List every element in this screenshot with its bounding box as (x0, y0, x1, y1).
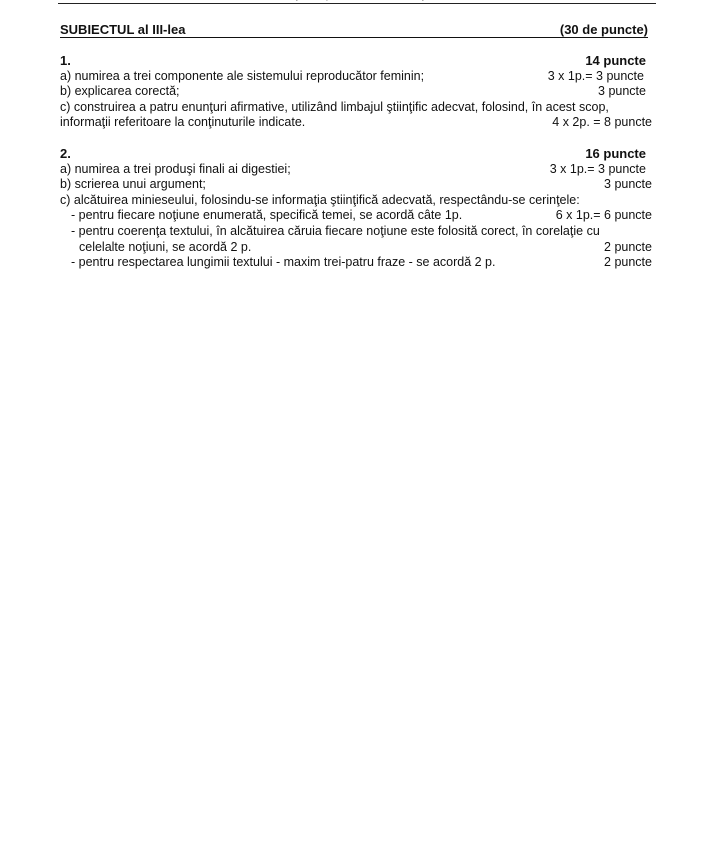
item2-c-sub3-points: 2 puncte (604, 255, 652, 270)
item2-c-text: c) alcătuirea minieseului, folosindu-se informaţia ştiinţifică adecvată, respectându-se cerinţele: (60, 192, 580, 207)
item1-b-row (60, 84, 652, 100)
subject-points: (30 de puncte) (559, 22, 648, 37)
item2-b-row (60, 177, 652, 193)
item2-c-sub2-text-2: celelalte noţiuni, se acordă 2 p. (79, 239, 252, 254)
item2-c-sub2-text-1: - pentru coerenţa textului, în alcătuirea căruia fiecare noţiune este folosită corect, în corelaţie cu (71, 223, 600, 238)
subject-title: SUBIECTUL al III-lea (60, 22, 186, 37)
item2-c-sub3-row (60, 255, 652, 271)
item1-b-points: 3 puncte (598, 84, 646, 99)
item1-c-text-2: informaţii referitoare la conţinuturile indicate. (60, 115, 306, 130)
item1-c-row-1 (60, 100, 652, 116)
item2-b-points: 3 puncte (604, 177, 652, 192)
item1-c-text-1: c) construirea a patru enunţuri afirmative, utilizând limbajul ştiinţific adecvat, folosind, în acest scop, (60, 99, 609, 114)
subject-heading (60, 22, 648, 38)
item1-a-row (60, 69, 652, 85)
item2-c-sub2-row-2 (60, 240, 652, 256)
item1-a-points: 3 x 1p.= 3 puncte (547, 68, 644, 83)
item2-number: 2. (60, 145, 71, 161)
document-body (60, 22, 652, 271)
header-divider (58, 3, 656, 4)
item1-a-text: a) numirea a trei componente ale sistemului reproducător feminin; (60, 68, 425, 83)
item1-number: 1. (60, 53, 71, 68)
item2-c-sub3-text: - pentru respectarea lungimii textului - maxim trei-patru fraze - se acordă 2 p. (71, 255, 496, 270)
item2-points: 16 puncte (585, 145, 646, 161)
item2-a-text: a) numirea a trei produşi finali ai digestiei; (60, 161, 291, 176)
item1-c-row-2 (60, 115, 652, 131)
item1-heading (60, 53, 646, 69)
item1-c-points: 4 x 2p. = 8 puncte (552, 115, 652, 130)
item2-a-points: 3 x 1p.= 3 puncte (549, 161, 646, 176)
item2-c-sub2-points: 2 puncte (604, 239, 652, 254)
item2-c-row (60, 193, 652, 209)
item2-c-sub2-row-1 (60, 224, 652, 240)
item2-a-row (60, 162, 652, 178)
item1-points: 14 puncte (585, 53, 646, 68)
item2-heading (60, 146, 646, 162)
item2-c-sub1-row (60, 208, 652, 224)
page-header-text (0, 0, 717, 1)
item2-c-sub1-points: 6 x 1p.= 6 puncte (555, 208, 652, 223)
item1-b-text: b) explicarea corectă; (60, 84, 180, 99)
item2-c-sub1-text: - pentru fiecare noţiune enumerată, specifică temei, se acordă câte 1p. (71, 208, 463, 223)
item2-b-text: b) scrierea unui argument; (60, 177, 206, 192)
